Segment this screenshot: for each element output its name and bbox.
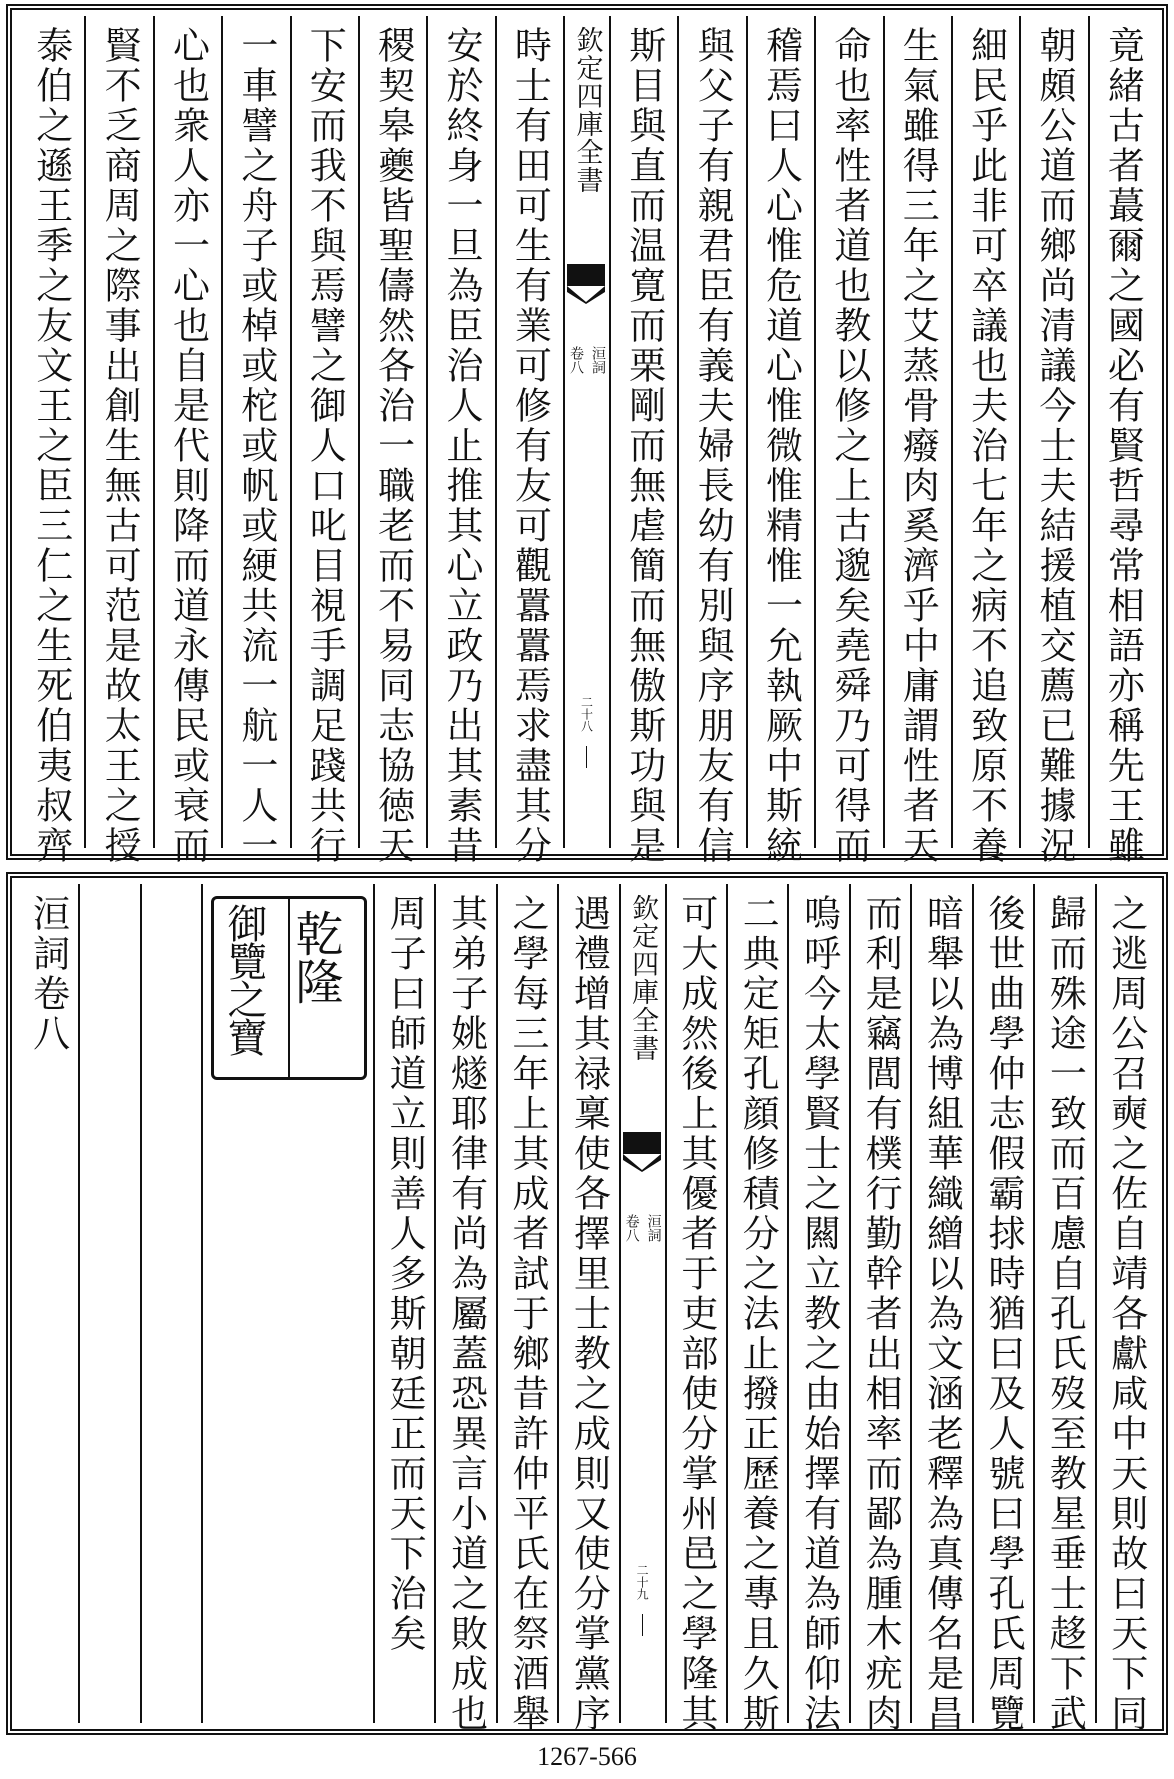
text-columns-bottom — [18, 884, 1156, 1734]
column-text: 命也率性者道也教以修之上古邈矣堯舜乃可得而 — [827, 26, 871, 866]
text-column — [495, 16, 563, 866]
column-text: 賢不乏商周之際事出創生無古可范是故太王之授 — [98, 26, 142, 866]
text-column — [426, 16, 494, 866]
chapter-label: 卷八 — [568, 346, 584, 374]
imperial-seal-icon — [211, 896, 367, 1080]
column-text: 二典定矩孔顔修積分之法止撥正歷養之專且久斯 — [736, 894, 780, 1734]
text-column — [358, 16, 426, 866]
fishtail-mark-icon — [567, 264, 605, 304]
collection-title: 欽定四庫全書 — [627, 894, 659, 1062]
text-column — [373, 884, 434, 1723]
text-column — [1033, 884, 1094, 1734]
text-column — [1088, 16, 1156, 866]
text-column — [1095, 884, 1156, 1734]
text-column — [609, 16, 677, 866]
column-text: 心也衆人亦一心也自是代則降而道永傳民或衰而 — [166, 26, 210, 866]
column-text: 竟緒古者蕞爾之國必有賢哲尋常相語亦稱先王雖 — [1101, 26, 1145, 866]
column-text: 周子曰師道立則善人多斯朝廷正而天下治矣 — [383, 894, 427, 1654]
text-column — [221, 16, 289, 866]
folio-rule — [642, 1614, 643, 1636]
column-text: 嗚呼今太學賢士之闗立教之由始擇有道為師仰法 — [797, 894, 841, 1734]
column-text: 之逃周公召奭之佐自靖各獻咸中天則故曰天下同 — [1104, 894, 1148, 1734]
volume-label — [622, 1214, 664, 1242]
column-text: 一車譬之舟子或棹或柁或帆或綆共流一航一人一 — [234, 26, 278, 866]
column-text: 泰伯之遜王季之友文王之臣三仁之生死伯夷叔齊 — [29, 26, 73, 866]
text-column — [18, 884, 78, 1723]
page-bottom — [6, 872, 1168, 1735]
folio-number: 二十九 — [635, 1564, 650, 1600]
imperial-seal-column — [201, 884, 373, 1723]
text-column — [787, 884, 848, 1734]
column-text: 遇禮增其禄稟使各擇里士教之成則又使分掌黨序 — [567, 894, 611, 1734]
banxin-center-column — [619, 884, 665, 1723]
text-column — [18, 16, 84, 866]
text-column — [746, 16, 814, 866]
column-text: 之學每三年上其成者試于鄉昔許仲平氏在祭酒舉 — [505, 894, 549, 1734]
text-column — [496, 884, 557, 1734]
text-column — [665, 884, 726, 1734]
column-text: 可大成然後上其優者于吏部使分掌州邑之學隆其 — [674, 894, 718, 1734]
text-column — [153, 16, 221, 866]
blank-column — [140, 884, 201, 1723]
text-column — [883, 16, 951, 866]
column-text: 其弟子姚燧耶律有尚為屬蓋恐異言小道之敗成也 — [444, 894, 488, 1734]
folio-rule — [586, 746, 587, 768]
text-column — [814, 16, 882, 866]
text-columns-top — [18, 16, 1156, 866]
text-column — [84, 16, 152, 866]
column-text: 斯目與直而温寛而栗剛而無虐簡而無傲斯功與是 — [622, 26, 666, 866]
column-text: 而利是竊閭有樸行勤幹者出相率而鄙為腫木疣肉 — [859, 894, 903, 1734]
text-column — [290, 16, 358, 866]
column-text: 稽焉曰人心惟危道心惟微惟精惟一允執厥中斯統 — [759, 26, 803, 866]
collection-title: 欽定四庫全書 — [571, 26, 603, 194]
page-top — [6, 4, 1168, 866]
book-title: 洹詞 — [590, 346, 606, 374]
chapter-label: 卷八 — [623, 1214, 640, 1242]
column-text: 朝頗公道而鄉尚清議今士夫結援植交薦已難據況 — [1032, 26, 1076, 866]
column-text: 稷契皋夔皆聖儔然各治一職老而不易同志協徳天 — [371, 26, 415, 866]
seal-text-right: 乾隆 — [286, 909, 343, 1005]
column-text: 後世曲學仲志假霸捄時猶曰及人號曰學孔氏周覽 — [981, 894, 1025, 1734]
column-text: 暗舉以為博組華織繒以為文涵老釋為真傳名是昌 — [920, 894, 964, 1734]
volume-label — [566, 346, 608, 374]
column-text: 與父子有親君臣有義夫婦長幼有別與序朋友有信 — [691, 26, 735, 866]
text-column — [849, 884, 910, 1734]
page-footer-number: 1267-566 — [537, 1742, 637, 1771]
column-text: 生氣雖得三年之艾蒸骨癈肉奚濟乎中庸謂性者天 — [896, 26, 940, 866]
banxin-center-column — [563, 16, 609, 848]
folio-number: 二十八 — [579, 696, 594, 732]
text-column — [910, 884, 971, 1734]
text-column — [557, 884, 618, 1734]
book-title: 洹詞 — [645, 1214, 662, 1242]
column-text: 時士有田可生有業可修有友可觀囂囂焉求盡其分 — [508, 26, 552, 866]
text-column — [951, 16, 1019, 866]
volume-end-marker: 洹詞卷八 — [26, 894, 70, 1054]
seal-text-left: 御覽之寶 — [220, 903, 267, 1055]
column-text: 安於終身一旦為臣治人止推其心立政乃出其素昔 — [439, 26, 483, 866]
text-column — [677, 16, 745, 866]
text-column — [972, 884, 1033, 1734]
fishtail-mark-icon — [623, 1132, 661, 1172]
text-column — [1019, 16, 1087, 866]
column-text: 歸而殊途一致而百慮自孔氏歿至教星垂士趍下武 — [1043, 894, 1087, 1734]
text-column — [726, 884, 787, 1734]
column-text: 下安而我不與焉譬之御人口叱目視手調足踐共行 — [303, 26, 347, 866]
column-text: 細民乎此非可卒議也夫治七年之病不追致原不養 — [964, 26, 1008, 866]
blank-column — [78, 884, 139, 1723]
text-column — [434, 884, 495, 1734]
